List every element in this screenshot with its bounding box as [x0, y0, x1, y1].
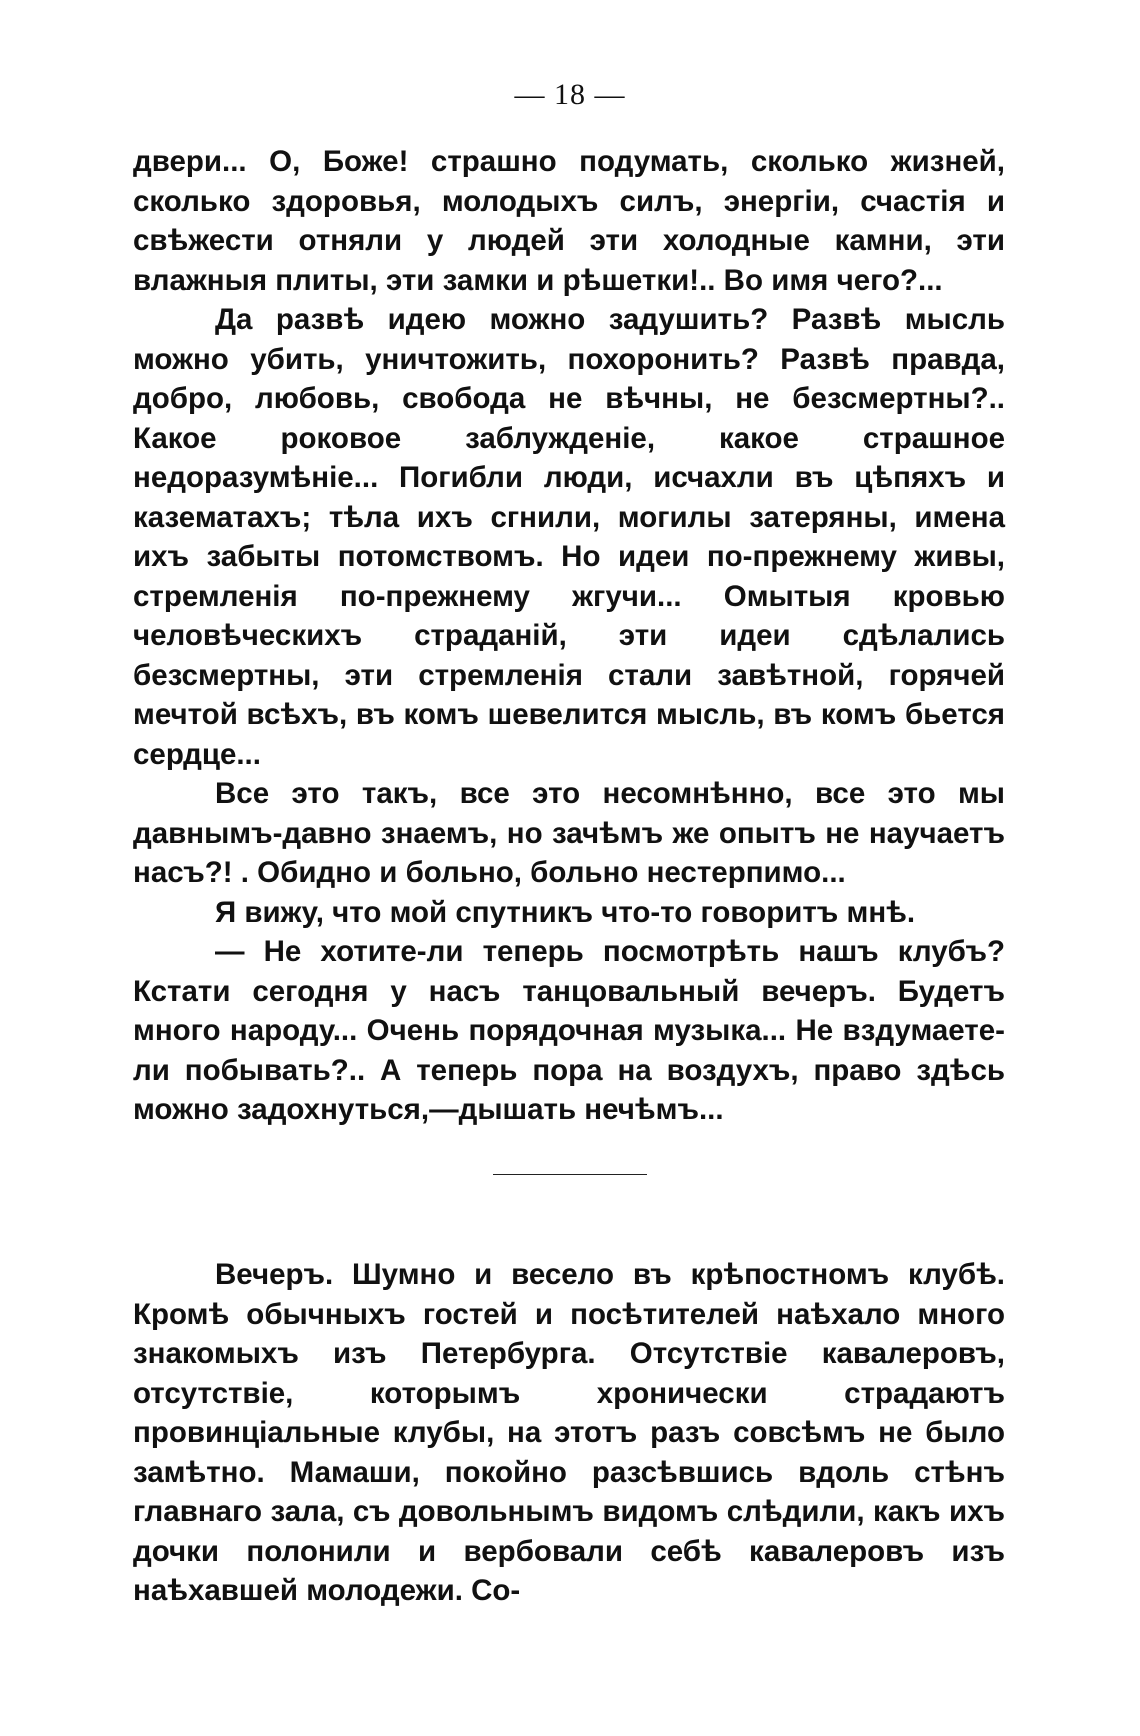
paragraph-dialogue: — Не хотите-ли теперь посмотрѣть нашъ клубъ? Кстати сегодня у насъ танцовальный вечеръ. Будетъ много народу... Очень порядочная музыка... Не вздумаете-ли побывать?.. А теперь пора на воздухъ, право здѣсь можно задохнуться,—дышать нечѣмъ... [133, 935, 1005, 1126]
page-number: — 18 — [514, 78, 626, 111]
text-section-two [133, 1255, 1005, 1611]
text-section-one [133, 142, 1005, 1130]
paragraph-continuation: двери... О, Боже! страшно подумать, сколько жизней, сколько здоровья, молодыхъ силъ, энергіи, счастія и свѣжести отняли у людей эти холодные камни, эти влажныя плиты, эти замки и рѣшетки!.. Во имя чего?... [133, 145, 1005, 297]
paragraph-companion: Я вижу, что мой спутникъ что-то говоритъ мнѣ. [215, 895, 916, 929]
section-divider [493, 1174, 647, 1175]
paragraph-evening: Вечеръ. Шумно и весело въ крѣпостномъ клубѣ. Кромѣ обычныхъ гостей и посѣтителей наѣхало много знакомыхъ изъ Петербурга. Отсутствіе кавалеровъ, отсутствіе, которымъ хронически страдаютъ провинціальные клубы, на этотъ разъ совсѣмъ не было замѣтно. Мамаши, покойно разсѣвшись вдоль стѣнъ главнаго зала, съ довольнымъ видомъ слѣдили, какъ ихъ дочки полонили и вербовали себѣ кавалеровъ изъ наѣхавшей молодежи. Со- [133, 1258, 1005, 1607]
paragraph-experience: Все это такъ, все это несомнѣнно, все это мы давнымъ-давно знаемъ, но зачѣмъ же опытъ не научаетъ насъ?! . Обидно и больно, больно нестерпимо... [133, 777, 1005, 889]
paragraph-idea: Да развѣ идею можно задушить? Развѣ мысль можно убить, уничтожить, похоронить? Развѣ правда, добро, любовь, свобода не вѣчны, не безсмертны?.. Какое роковое заблужденіе, какое страшное недоразумѣніе... Погибли люди, исчахли въ цѣпяхъ и казематахъ; тѣла ихъ сгнили, могилы затеряны, имена ихъ забыты потомствомъ. Но идеи по-прежнему живы, стремленія по-прежнему жгучи... Омытыя кровью человѣческихъ страданій, эти идеи сдѣлались безсмертны, эти стремленія стали завѣтной, горячей мечтой всѣхъ, въ комъ шевелится мысль, въ комъ бьется сердце... [133, 303, 1005, 771]
